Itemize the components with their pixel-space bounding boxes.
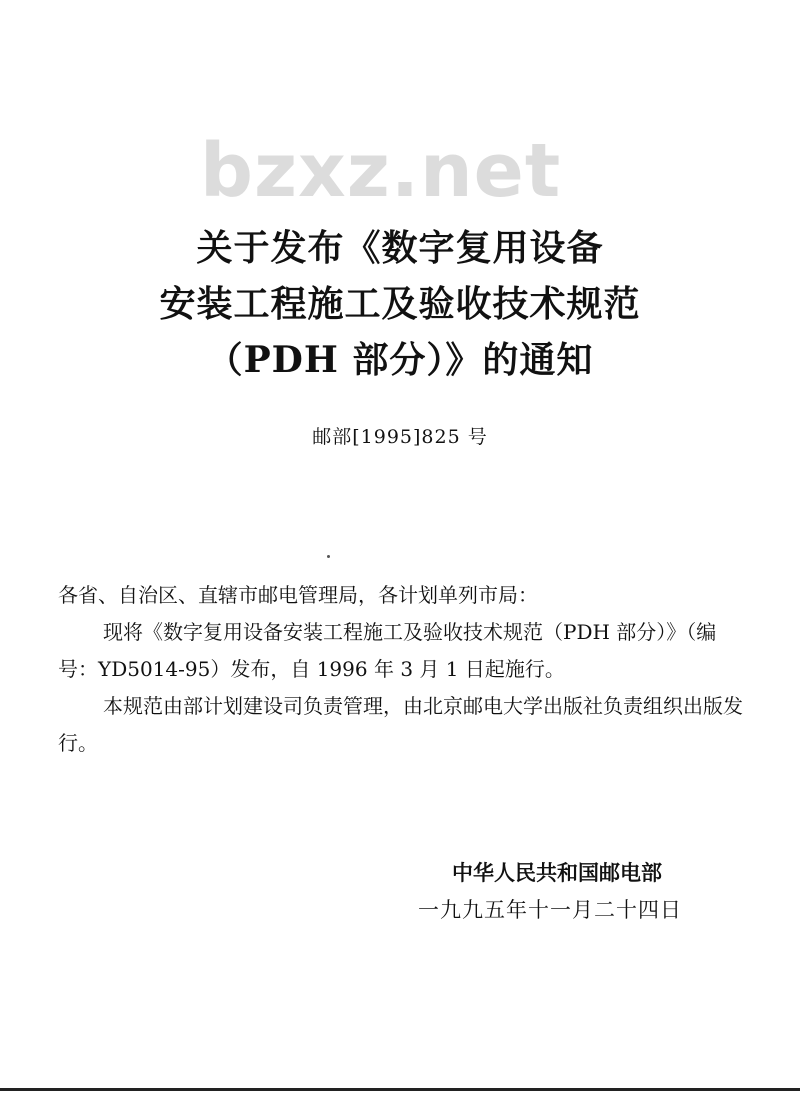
notice-title: [0, 220, 800, 388]
issuing-organization: 中华人民共和国邮电部: [452, 861, 662, 885]
title-line-1: 关于发布《数字复用设备: [196, 227, 604, 269]
scan-speck: [327, 555, 330, 558]
body-paragraph-1: 现将《数字复用设备安装工程施工及验收技术规范（PDH 部分）》（编号：YD5014-95）发布，自 1996 年 3 月 1 日起施行。: [58, 620, 717, 681]
title-line-3: （PDH 部分）》的通知: [206, 339, 594, 381]
signature-block: [418, 856, 738, 930]
page-bottom-rule: [0, 1088, 800, 1091]
issue-date: 一九九五年十一月二十四日: [418, 898, 682, 922]
addressee: 各省、自治区、直辖市邮电管理局，各计划单列市局：: [58, 583, 538, 607]
body-paragraph-2: 本规范由部计划建设司负责管理，由北京邮电大学出版社负责组织出版发行。: [58, 694, 743, 755]
watermark: bzxz.net: [200, 128, 562, 214]
notice-body: [58, 577, 748, 762]
title-line-2: 安装工程施工及验收技术规范: [159, 283, 641, 325]
document-number: 邮部[1995]825 号: [312, 426, 488, 448]
